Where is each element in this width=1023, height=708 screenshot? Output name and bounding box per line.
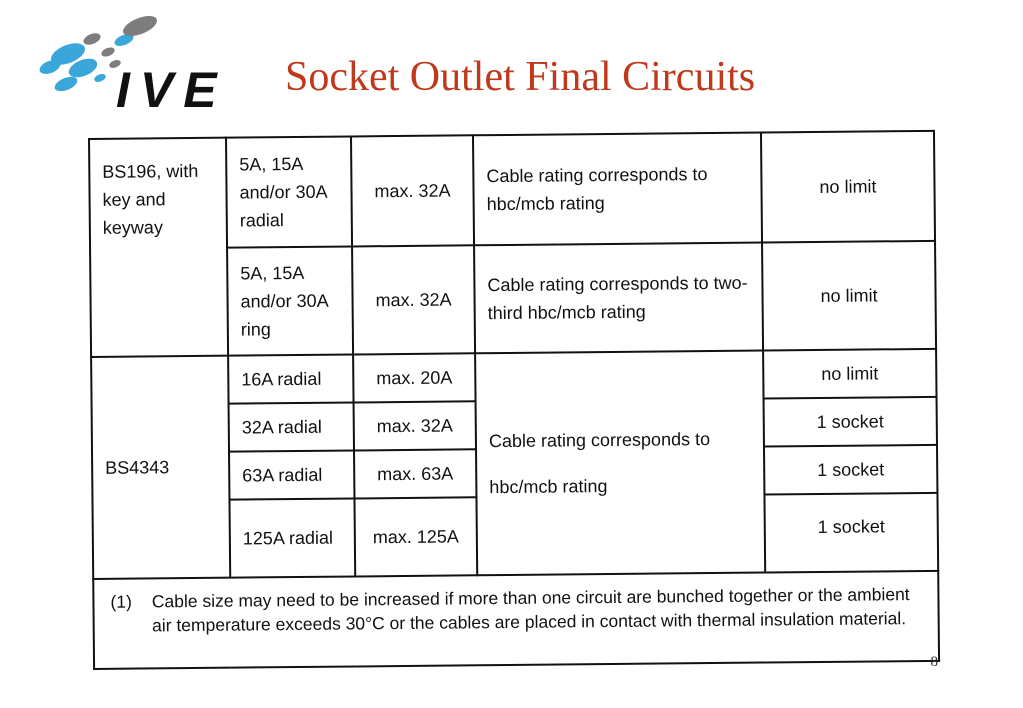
socket-limit-cell: no limit (761, 131, 935, 243)
socket-limit-cell: no limit (763, 349, 936, 399)
footnote-cell (93, 571, 939, 669)
socket-limit-cell: 1 socket (764, 493, 938, 573)
ive-logo (20, 12, 260, 112)
table-row (89, 131, 935, 249)
table-row (93, 571, 939, 669)
logo-text: IVE (116, 62, 227, 112)
socket-outlet-table (88, 130, 940, 670)
max-rating-cell: max. 125A (354, 497, 477, 576)
standard-cell: BS4343 (91, 356, 230, 579)
cable-rating-line: Cable rating corresponds to (488, 429, 711, 452)
circuit-cell: 63A radial (229, 450, 354, 499)
max-rating-cell: max. 63A (354, 449, 476, 498)
table-row (91, 349, 936, 405)
circuit-cell: 125A radial (229, 498, 355, 577)
socket-limit-cell: 1 socket (764, 397, 937, 447)
socket-limit-cell: no limit (762, 241, 936, 351)
circuit-cell: 32A radial (229, 402, 354, 451)
socket-limit-cell: 1 socket (764, 445, 937, 495)
circuit-cell: 5A, 15A and/or 30A radial (226, 136, 352, 247)
footnote-text: Cable size may need to be increased if more than one circuit are bunched together or the ambient air temperature exceeds 30°C or the cables are placed in contact with thermal insulation material. (151, 584, 910, 636)
cable-rating-line: hbc/mcb rating (489, 476, 608, 498)
standard-cell: BS196, with key and keyway (89, 138, 228, 357)
cable-rating-cell (475, 351, 765, 576)
socket-outlet-table-scan (88, 130, 938, 668)
max-rating-cell: max. 32A (352, 245, 475, 354)
footnote-number: (1) (110, 591, 132, 612)
page-title: Socket Outlet Final Circuits (285, 54, 756, 100)
max-rating-cell: max. 20A (353, 353, 475, 402)
max-rating-cell: max. 32A (354, 401, 476, 450)
max-rating-cell: max. 32A (351, 135, 474, 246)
circuit-cell: 5A, 15A and/or 30A ring (227, 246, 353, 355)
ive-logo-graphic (20, 12, 260, 112)
cable-rating-cell: Cable rating corresponds to hbc/mcb rating (473, 133, 762, 246)
circuit-cell: 16A radial (228, 354, 353, 403)
page-number: 8 (930, 654, 938, 670)
cable-rating-cell: Cable rating corresponds to two-third hbc/mcb rating (474, 243, 763, 354)
